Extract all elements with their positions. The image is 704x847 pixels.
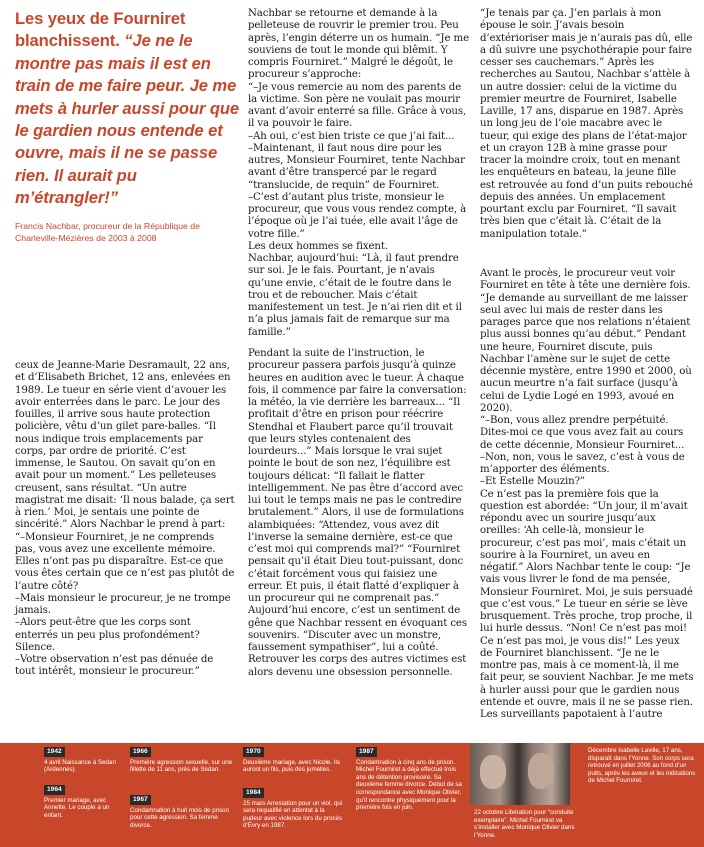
- timeline-bar: [0, 743, 704, 847]
- face-left: [480, 755, 506, 789]
- timeline-entry: [356, 747, 464, 812]
- timeline-entry: [44, 785, 126, 819]
- paragraph: ceux de Jeanne-Marie Desramault, 22 ans, et d’Elisabeth Brichet, 12 ans, enlevées en 1989. Le tueur en série vient d’avouer les avoir enterrées dans le parc. Le jour des fouilles, il arrive sous haute protection policière, vêtu d’un gilet pare-balles. “Il nous indique trois emplacements par corps, par ordre de priorité. C’est immense, le Sautou. On savait qu’on en avait pour un moment.” Les pelleteuses creusent, sans résultat. “Un autre magistrat me disait: ‘Il nous balade, ça sert à rien.’ Moi, je sentais une pointe de sincérité.” Alors Nachbar le prend à part:: [15, 360, 235, 531]
- paragraph: Silence.: [15, 641, 56, 653]
- article-column-3-top: [480, 8, 694, 241]
- timeline-entry: [588, 747, 696, 785]
- article-column-2-bottom: [248, 348, 470, 679]
- paragraph: –Mais monsieur le procureur, je ne trompe jamais.: [15, 592, 231, 616]
- timeline-text: 25 mars Arrestation pour un viol, qui sera requalifié en attentat à la pudeur avec violence lors du procès d’Évry en 1987.: [243, 799, 343, 830]
- paragraph: Nachbar, aujourd’hui: “Là, il faut prendre sur soi. Je le fais. Pourtant, je n’avais qu’une envie, c’était de le foutre dans le trou et de reboucher. Mais c’était manifestement un test. Je n’ai rien dit et il n’a plus jamais fait de remarque sur ma famille.”: [248, 253, 462, 338]
- pull-quote-lead: Les yeux de Fourniret blanchissent.: [15, 9, 186, 51]
- timeline-entry: [44, 747, 126, 774]
- timeline-text: Condamnation à cinq ans de prison. Michel Fourniret a déjà effectué trois ans de détention provisoire. Sa deuxième femme divorce. Début de sa correspondance avec Monique Olivier, qu’il rencontre physiquement pour la première fois en juin.: [356, 758, 462, 812]
- paragraph: “–Je vous remercie au nom des parents de la victime. Son père ne voulait pas mourir avant d’avoir enterré sa fille. Grâce à vous, il va pouvoir le faire.: [248, 81, 467, 130]
- timeline-entry: [130, 747, 234, 774]
- paragraph: –Et Estelle Mouzin?”: [480, 476, 586, 488]
- article-column-1: [15, 360, 235, 679]
- paragraph: –C’est d’autant plus triste, monsieur le procureur, que vous vous rendez compte, à l’époque où je l’ai tuée, elle avait l’âge de votre fille.”: [248, 191, 467, 240]
- paragraph: Pendant la suite de l’instruction, le procureur passera parfois jusqu’à quinze heures en audition avec le tueur. À chaque fois, il commence par faire la conversation: la météo, la vie derrière les barreaux... “Il profitait d’être en prison pour réécrire Stendhal et Flaubert parce qu’il trouvait que leurs styles contenaient des lourdeurs...” Mais lorsque le vrai sujet pointe le bout de son nez, l’équilibre est toujours délicat: “Il fallait le flatter intelligemment. Ne pas être d’accord avec lui tout le temps mais ne pas le contredire brutalement.” Alors, il use de formulations alambiquées: “Attendez, vous avez dit l’inverse la semaine dernière, est-ce que c’est moi qui comprends mal?” “Fourniret pensait qu’il était Dieu tout-puissant, donc c’était forcément vous qui faisiez une erreur. Et puis, il était flatté d’expliquer à un procureur qui ne comprenait pas.” Aujourd’hui encore, c’est un sentiment de gêne que Nachbar ressent en évoquant ces souvenirs. “Discuter avec un monstre, faussement sympathiser”, lui a coûté. Retrouver les corps des autres victimes est alors devenu une obsession personnelle.: [248, 348, 467, 678]
- timeline-text: 4 avril Naissance à Sedan (Ardennes).: [44, 758, 116, 774]
- timeline-text: Décembre Isabelle Laville, 17 ans, disparaît dans l’Yonne. Son corps sera retrouvé en juillet 2006 au fond d’un puits, après les aveux et les indications de Michel Fourniret.: [588, 747, 696, 785]
- photo-fourniret-olivier: [470, 743, 570, 805]
- paragraph: “Je tenais par ça. J’en parlais à mon épouse le soir. J’avais besoin d’extérioriser mais je n’aurais pas dû, elle a dû suivre une psychothérapie pour faire cesser ses cauchemars.” Après les recherches au Sautou, Nachbar s’attèle à un autre dossier: celui de la victime du premier meurtre de Fourniret, Isabelle Laville, 17 ans, disparue en 1987. Après un long jeu de l’oie macabre avec le tueur, qui exige des plans de l’état-major et un crayon 12B à mine grasse pour tracer la moindre croix, tout en menant les enquêteurs en bateau, la jeune fille est retrouvée au fond d’un puits rebouché depuis des années. Un emplacement pourtant exclu par Fourniret. “Il savait très bien que c’était là. C’était de la manipulation totale.”: [480, 8, 693, 240]
- timeline-year: 1964: [44, 785, 65, 795]
- timeline-entry: [130, 795, 234, 829]
- timeline-text: Deuxième mariage, avec Nicole. Ils auront un fils, puis des jumelles.: [243, 758, 340, 774]
- timeline-text: Condamnation à huit mois de prison pour cette agression. Sa femme divorce.: [130, 806, 230, 829]
- timeline-year: 1942: [44, 747, 65, 757]
- timeline-entry: [474, 809, 584, 839]
- pull-quote: [15, 8, 243, 210]
- timeline-entry: [243, 788, 343, 830]
- paragraph: –Votre observation n’est pas dénuée de tout intérêt, monsieur le procureur.”: [15, 654, 214, 678]
- timeline-text: Première agression sexuelle, sur une fillette de 11 ans, près de Sedan.: [130, 758, 233, 774]
- paragraph: “–Monsieur Fourniret, je ne comprends pas, vous avez une excellente mémoire. Elles n’ont pas pu disparaître. Est-ce que vous êtes certain que ce n’est pas plutôt de l’autre côté?: [15, 531, 235, 592]
- paragraph: Ce n’est pas la première fois que la question est abordée: “Un jour, il m’avait répondu avec un sourire jusqu’aux oreilles: ‘Ah celle-là, monsieur le procureur, c’est pas moi’, mais c’était un sourire à la Fourniret, un aveu en négatif.” Alors Nachbar tente le coup: “Je vais vous livrer le fond de ma pensée, Monsieur Fourniret. Moi, je suis persuadé que c’est vous.” Le tueur en série se lève brusquement. Très proche, trop proche, il lui hurle dessus. “Non! Ce n’est pas moi! Ce n’est pas moi, je vous dis!” Les yeux de Fourniret blanchissent. “Je ne le montre pas, mais à ce moment-là, il me fait peur, se souvient Nachbar. Je me mets à hurler aussi pour que le gardien nous entende et ouvre, mais il ne se passe rien. Les surveillants papotaient à l’autre: [480, 488, 694, 720]
- paragraph: –Ah oui, c’est bien triste ce que j’ai fait...: [248, 130, 455, 142]
- timeline-year: 1984: [243, 788, 264, 798]
- article-column-2-top: [248, 8, 470, 339]
- timeline-year: 1970: [243, 747, 264, 757]
- paragraph: –Alors peut-être que les corps sont enterrés un peu plus profondément?: [15, 617, 200, 641]
- pull-quote-block: [15, 8, 243, 244]
- timeline-year: 1967: [130, 795, 151, 805]
- paragraph: “–Bon, vous allez prendre perpétuité. Dites-moi ce que vous avez fait au cours de cette décennie, Monsieur Fourniret...: [480, 415, 685, 451]
- paragraph: –Non, non, vous le savez, c’est à vous de m’apporter des éléments.: [480, 451, 685, 475]
- paragraph: Nachbar se retourne et demande à la pelleteuse de rouvrir le premier trou. Peu après, l’engin déterre un os humain. “Je me souviens de tout le monde qui blêmit. Y compris Fourniret.” Malgré le dégoût, le procureur s’approche:: [248, 8, 469, 81]
- timeline-text: 22 octobre Libération pour “conduite exemplaire”. Michel Fourniret va s’installer avec Monique Olivier dans l’Yonne.: [474, 809, 575, 839]
- article-column-3-bottom: [480, 268, 694, 721]
- pull-quote-text: “Je ne le montre pas mais il est en train de me faire peur. Je me mets à hurler aussi pour que le gardien nous entende et ouvre, mais il ne se passe rien. Il aurait pu m’étrangler!”: [15, 31, 240, 208]
- paragraph: –Maintenant, il faut nous dire pour les autres, Monsieur Fourniret, tente Nachbar avant d’être transpercé par le regard “translucide, de requin” de Fourniret.: [248, 142, 465, 191]
- timeline-year: 1966: [130, 747, 151, 757]
- face-right: [528, 753, 554, 789]
- paragraph: Les deux hommes se fixent.: [248, 240, 388, 252]
- timeline-text: Premier mariage, avec Annette. Le couple a un enfant.: [44, 796, 110, 819]
- pull-quote-attribution: Francis Nachbar, procureur de la République de Charleville-Mézières de 2003 à 2008: [15, 220, 200, 243]
- paragraph: Avant le procès, le procureur veut voir Fourniret en tête à tête une dernière fois. “Je demande au surveillant de me laisser seul avec lui mais de rester dans les parages parce que nos relations n’étaient plus aussi bonnes qu’au début.” Pendant une heure, Fourniret discute, puis Nachbar l’amène sur le sujet de cette décennie mystère, entre 1990 et 2000, où aucun meurtre n’a fait surface (jusqu’à celui de Lydie Logé en 1993, avoué en 2020).: [480, 268, 692, 414]
- timeline-year: 1987: [356, 747, 377, 757]
- timeline-entry: [243, 747, 343, 774]
